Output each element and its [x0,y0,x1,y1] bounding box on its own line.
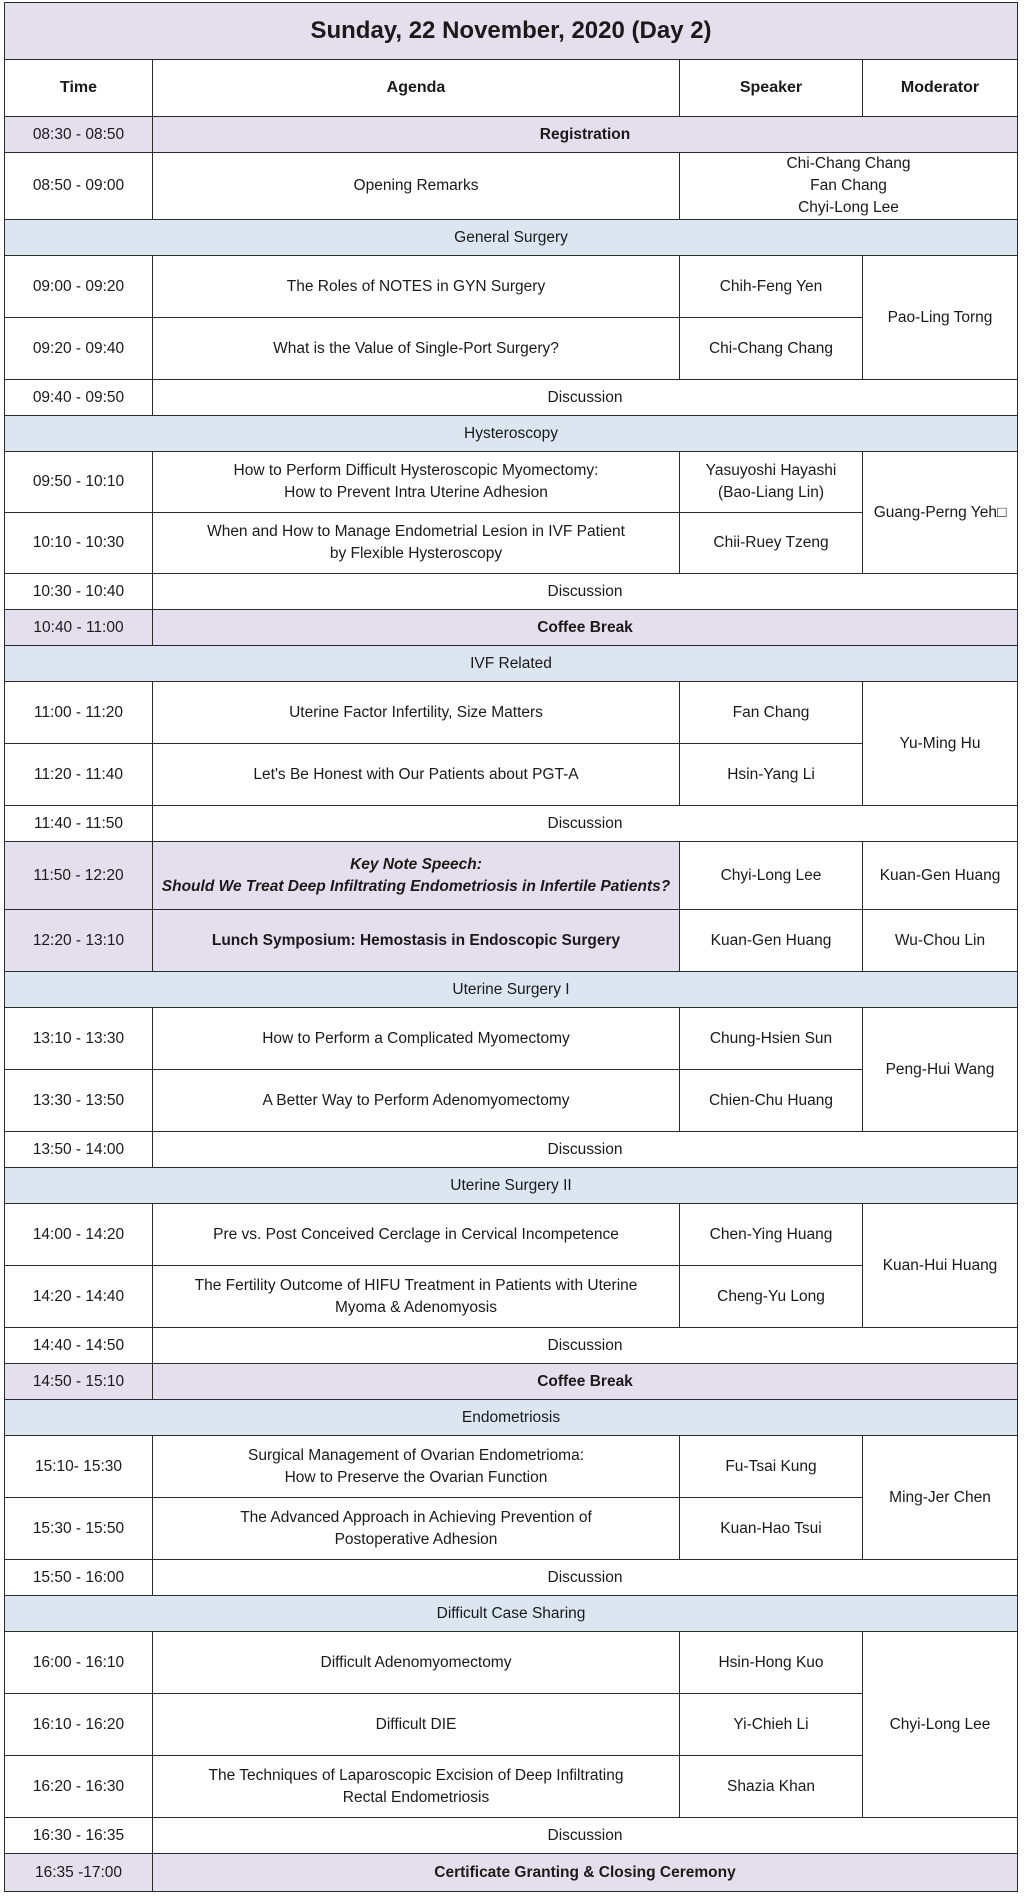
time-cell: 12:20 - 13:10 [5,910,153,972]
keynote-label: Key Note Speech: [350,855,482,873]
break-label: Discussion [153,1818,1018,1854]
break-label: Registration [153,117,1018,153]
time-cell: 09:00 - 09:20 [5,256,153,318]
schedule-body [5,117,1018,1892]
time-cell: 09:40 - 09:50 [5,380,153,416]
break-label: Discussion [153,806,1018,842]
header-row [5,60,1018,117]
time-cell: 14:20 - 14:40 [5,1266,153,1328]
time-cell: 16:35 -17:00 [5,1854,153,1892]
time-cell: 15:50 - 16:00 [5,1560,153,1596]
speaker-cell: Yi-Chieh Li [680,1694,863,1756]
break-row [5,117,1018,153]
time-cell: 11:20 - 11:40 [5,744,153,806]
page-title: Sunday, 22 November, 2020 (Day 2) [5,3,1018,60]
agenda-cell: Difficult DIE [153,1694,680,1756]
break-row [5,1560,1018,1596]
moderator-cell: Ming-Jer Chen [863,1436,1018,1560]
speaker-cell: Chien-Chu Huang [680,1070,863,1132]
break-row [5,1132,1018,1168]
break-row [5,380,1018,416]
agenda-cell: Pre vs. Post Conceived Cerclage in Cervical Incompetence [153,1204,680,1266]
time-cell: 09:20 - 09:40 [5,318,153,380]
speaker-cell: Chi-Chang Chang [680,318,863,380]
section-row [5,1168,1018,1204]
speaker-cell: Cheng-Yu Long [680,1266,863,1328]
speaker-cell: Kuan-Hao Tsui [680,1498,863,1560]
time-cell: 13:50 - 14:00 [5,1132,153,1168]
session-row [5,1436,1018,1498]
time-cell: 13:30 - 13:50 [5,1070,153,1132]
schedule-table [4,2,1018,1892]
section-title: Difficult Case Sharing [5,1596,1018,1632]
break-row [5,574,1018,610]
session-row [5,1008,1018,1070]
speaker-cell: Hsin-Yang Li [680,744,863,806]
header-time: Time [5,60,153,117]
speaker-cell: Yasuyoshi Hayashi (Bao-Liang Lin) [680,452,863,513]
time-cell: 14:40 - 14:50 [5,1328,153,1364]
break-label: Coffee Break [153,610,1018,646]
speaker-cell: Chen-Ying Huang [680,1204,863,1266]
agenda-cell: How to Perform a Complicated Myomectomy [153,1008,680,1070]
break-label: Discussion [153,574,1018,610]
header-moderator: Moderator [863,60,1018,117]
time-cell: 16:30 - 16:35 [5,1818,153,1854]
agenda-cell: Difficult Adenomyomectomy [153,1632,680,1694]
agenda-cell: Lunch Symposium: Hemostasis in Endoscopic Surgery [153,910,680,972]
time-cell: 08:50 - 09:00 [5,153,153,220]
keynote-row [5,842,1018,910]
agenda-cell: How to Perform Difficult Hysteroscopic Myomectomy: How to Prevent Intra Uterine Adhesion [153,452,680,513]
break-label: Discussion [153,380,1018,416]
time-cell: 10:10 - 10:30 [5,513,153,574]
break-row [5,1818,1018,1854]
session-row [5,1632,1018,1694]
speaker-cell: Hsin-Hong Kuo [680,1632,863,1694]
break-row [5,1364,1018,1400]
agenda-cell: Uterine Factor Infertility, Size Matters [153,682,680,744]
moderator-cell: Pao-Ling Torng [863,256,1018,380]
time-cell: 14:50 - 15:10 [5,1364,153,1400]
agenda-cell: Opening Remarks [153,153,680,220]
moderator-cell: Yu-Ming Hu [863,682,1018,806]
speaker-cell: Chii-Ruey Tzeng [680,513,863,574]
section-title: Endometriosis [5,1400,1018,1436]
agenda-cell: The Techniques of Laparoscopic Excision of Deep Infiltrating Rectal Endometriosis [153,1756,680,1818]
agenda-cell: A Better Way to Perform Adenomyomectomy [153,1070,680,1132]
speaker-cell: Chi-Chang Chang Fan Chang Chyi-Long Lee [680,153,1018,220]
moderator-cell: Kuan-Gen Huang [863,842,1018,910]
break-label: Coffee Break [153,1364,1018,1400]
moderator-cell: Kuan-Hui Huang [863,1204,1018,1328]
time-cell: 09:50 - 10:10 [5,452,153,513]
section-row [5,220,1018,256]
section-row [5,972,1018,1008]
agenda-cell: The Advanced Approach in Achieving Prevention of Postoperative Adhesion [153,1498,680,1560]
section-row [5,646,1018,682]
section-row [5,1400,1018,1436]
agenda-cell: The Roles of NOTES in GYN Surgery [153,256,680,318]
moderator-cell: Guang-Perng Yeh□ [863,452,1018,574]
break-row [5,806,1018,842]
time-cell: 10:30 - 10:40 [5,574,153,610]
agenda-cell: Surgical Management of Ovarian Endometrioma: How to Preserve the Ovarian Function [153,1436,680,1498]
lunch-row [5,910,1018,972]
session-row [5,153,1018,220]
agenda-cell: When and How to Manage Endometrial Lesion in IVF Patient by Flexible Hysteroscopy [153,513,680,574]
speaker-cell: Fu-Tsai Kung [680,1436,863,1498]
session-row [5,452,1018,513]
section-title: Uterine Surgery I [5,972,1018,1008]
time-cell: 11:00 - 11:20 [5,682,153,744]
time-cell: 10:40 - 11:00 [5,610,153,646]
break-label: Discussion [153,1560,1018,1596]
session-row [5,1204,1018,1266]
session-row [5,682,1018,744]
time-cell: 11:40 - 11:50 [5,806,153,842]
time-cell: 16:20 - 16:30 [5,1756,153,1818]
time-cell: 16:10 - 16:20 [5,1694,153,1756]
title-row [5,3,1018,60]
header-speaker: Speaker [680,60,863,117]
break-label: Discussion [153,1132,1018,1168]
section-title: Uterine Surgery II [5,1168,1018,1204]
agenda-cell [153,842,680,910]
break-row [5,1854,1018,1892]
agenda-cell: What is the Value of Single-Port Surgery? [153,318,680,380]
time-cell: 15:30 - 15:50 [5,1498,153,1560]
section-title: IVF Related [5,646,1018,682]
section-row [5,1596,1018,1632]
speaker-cell: Fan Chang [680,682,863,744]
speaker-cell: Kuan-Gen Huang [680,910,863,972]
break-row [5,1328,1018,1364]
agenda-cell: The Fertility Outcome of HIFU Treatment in Patients with Uterine Myoma & Adenomyosis [153,1266,680,1328]
section-row [5,416,1018,452]
speaker-cell: Chyi-Long Lee [680,842,863,910]
break-row [5,610,1018,646]
speaker-cell: Chih-Feng Yen [680,256,863,318]
time-cell: 14:00 - 14:20 [5,1204,153,1266]
section-title: General Surgery [5,220,1018,256]
session-row [5,256,1018,318]
time-cell: 11:50 - 12:20 [5,842,153,910]
moderator-cell: Chyi-Long Lee [863,1632,1018,1818]
speaker-cell: Shazia Khan [680,1756,863,1818]
speaker-cell: Chung-Hsien Sun [680,1008,863,1070]
moderator-cell: Wu-Chou Lin [863,910,1018,972]
header-agenda: Agenda [153,60,680,117]
time-cell: 15:10- 15:30 [5,1436,153,1498]
time-cell: 16:00 - 16:10 [5,1632,153,1694]
break-label: Certificate Granting & Closing Ceremony [153,1854,1018,1892]
time-cell: 13:10 - 13:30 [5,1008,153,1070]
keynote-title: Should We Treat Deep Infiltrating Endometriosis in Infertile Patients? [161,877,671,895]
moderator-cell: Peng-Hui Wang [863,1008,1018,1132]
section-title: Hysteroscopy [5,416,1018,452]
time-cell: 08:30 - 08:50 [5,117,153,153]
agenda-cell: Let's Be Honest with Our Patients about PGT-A [153,744,680,806]
break-label: Discussion [153,1328,1018,1364]
